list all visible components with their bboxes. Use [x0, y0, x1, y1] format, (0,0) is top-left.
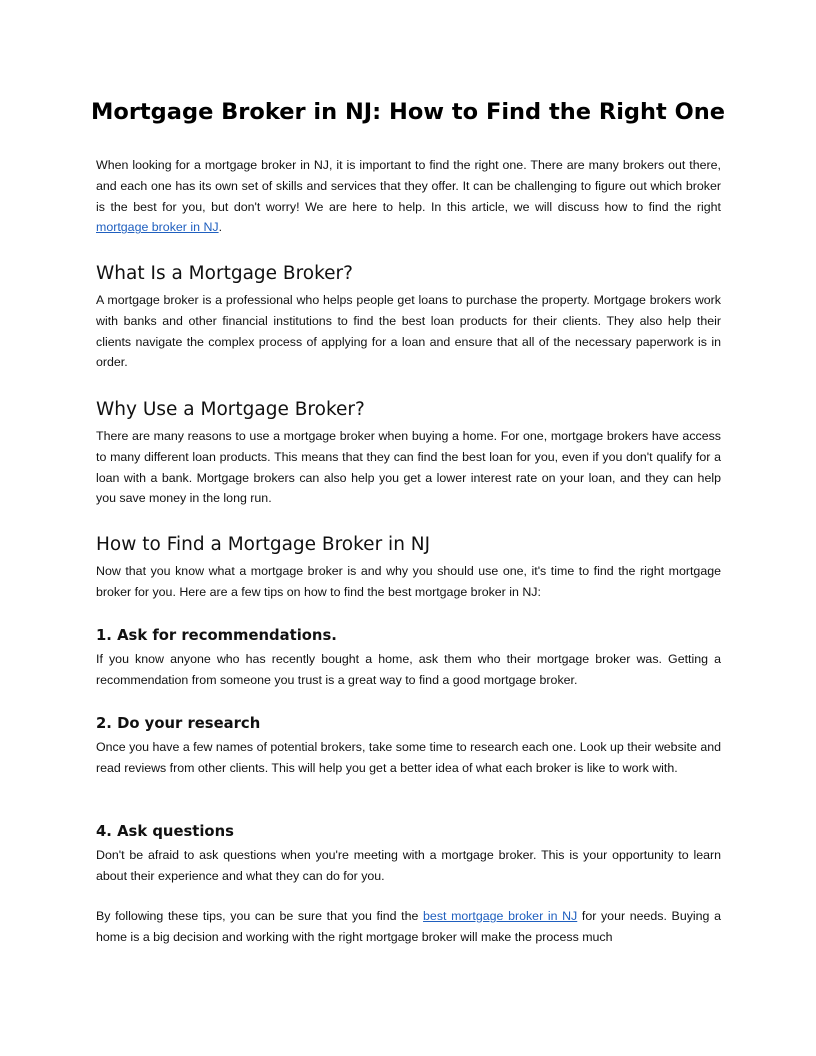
- tip-2-heading: 2. Do your research: [96, 715, 261, 732]
- closing-text: By following these tips, you can be sure that you find the: [96, 909, 424, 923]
- tip-1-heading: 1. Ask for recommendations.: [96, 627, 337, 644]
- tip-4-body: Don't be afraid to ask questions when you're meeting with a mortgage broker. This is your opportunity to learn about their experience and what they can do for you.: [96, 848, 721, 883]
- heading-why-use: Why Use a Mortgage Broker?: [96, 399, 365, 420]
- intro-text: When looking for a mortgage broker in NJ, it is important to find the right one. There are many brokers out there, and each one has its own set of skills and services that they offer. It can be challenging to figure out which broker is the best for you, but don't worry! We are here to help. In this article, we will discuss how to find the right: [96, 158, 721, 214]
- closing-text-end: for your needs. Buying a home is a big decision and working with the right mortgage broker will make the process much: [96, 909, 721, 944]
- mortgage-broker-nj-link[interactable]: mortgage broker in NJ: [96, 220, 219, 235]
- tip-2-body: Once you have a few names of potential brokers, take some time to research each one. Look up their website and read reviews from other clients. This will help you get a better idea of what each broker is like to work with.: [96, 740, 721, 775]
- paragraph-how-to-find: Now that you know what a mortgage broker is and why you should use one, it's time to find the right mortgage broker for you. Here are a few tips on how to find the best mortgage broker in NJ:: [96, 564, 721, 599]
- heading-what-is: What Is a Mortgage Broker?: [96, 263, 353, 284]
- page-title: Mortgage Broker in NJ: How to Find the Right One: [90, 99, 726, 125]
- paragraph-why-use: There are many reasons to use a mortgage broker when buying a home. For one, mortgage brokers have access to many different loan products. This means that they can find the best loan for you, even if you don't qualify for a loan with a bank. Mortgage brokers can also help you get a lower interest rate on your loan, and they can help you save money in the long run.: [96, 429, 721, 506]
- intro-paragraph: [96, 155, 721, 238]
- intro-text-end: .: [218, 220, 223, 235]
- best-mortgage-broker-nj-link[interactable]: best mortgage broker in NJ: [423, 909, 578, 923]
- tip-1-body: If you know anyone who has recently bought a home, ask them who their mortgage broker was. Getting a recommendation from someone you trust is a great way to find a good mortgage broker.: [96, 652, 721, 687]
- closing-paragraph: [96, 906, 721, 948]
- tip-4-heading: 4. Ask questions: [96, 823, 234, 840]
- paragraph-what-is: A mortgage broker is a professional who helps people get loans to purchase the property. Mortgage brokers work with banks and other financial institutions to find the best loan products for their clients. They also help their clients navigate the complex process of applying for a loan and ensure that all of the necessary paperwork is in order.: [96, 293, 721, 370]
- heading-how-to-find: How to Find a Mortgage Broker in NJ: [96, 534, 431, 555]
